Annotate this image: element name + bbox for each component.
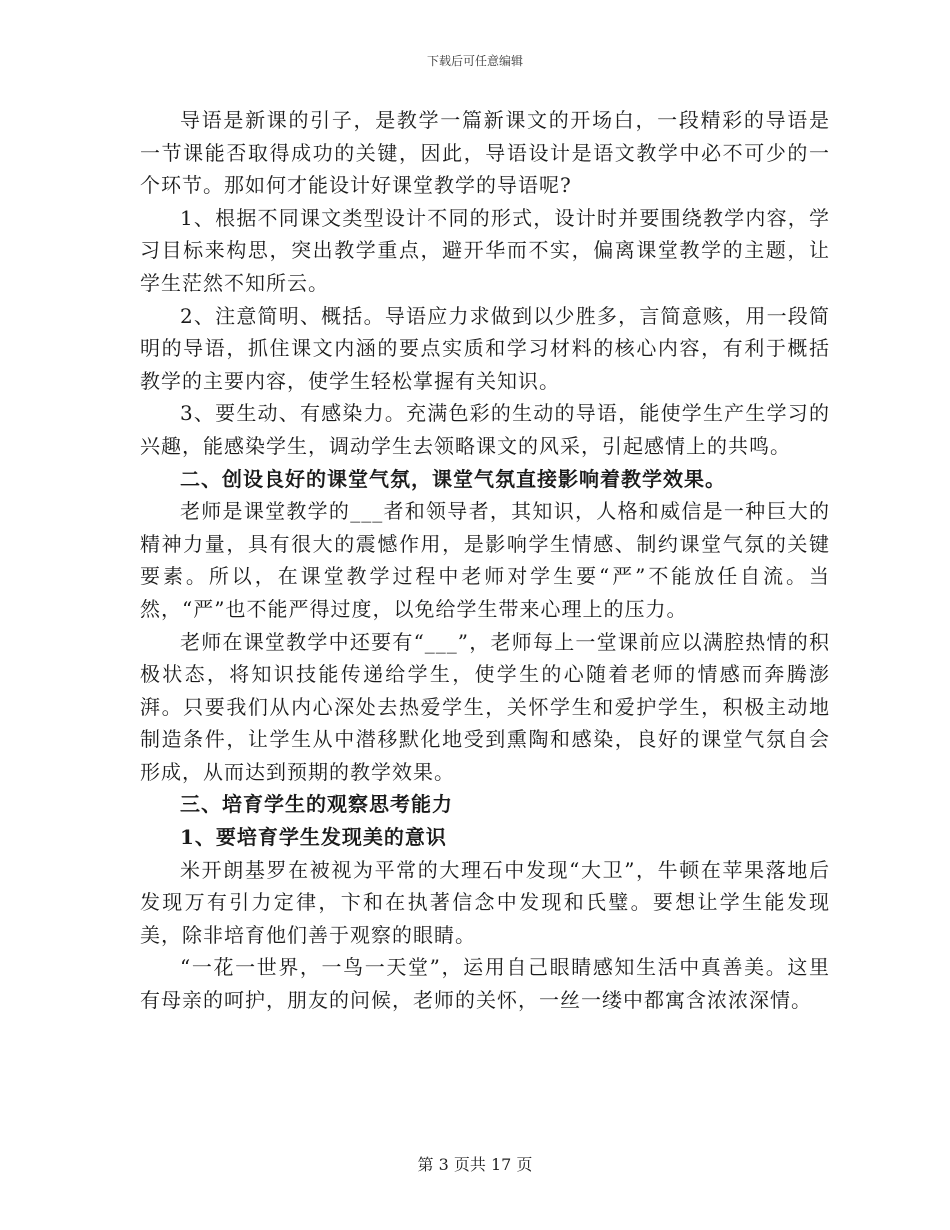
subsection-heading-1: 1、要培育学生发现美的意识 (180, 825, 447, 850)
paragraph-intro: 导语是新课的引子，是教学一篇新课文的开场白，一段精彩的导语是一节课能否取得成功的关键，因此，导语设计是语文教学中必不可少的一个环节。那如何才能设计好课堂教学的导语呢? (140, 108, 830, 198)
page-header: 下载后可任意编辑 (426, 54, 523, 68)
page-number: 第 3 页共 17 页 (417, 1155, 533, 1174)
paragraph-one-flower: “一花一世界，一鸟一天堂”，运用自己眼睛感知生活中真善美。这里有母亲的呵护，朋友的问候，老师的关怀，一丝一缕中都寓含浓浓深情。 (140, 955, 830, 1013)
paragraph-point-3: 3、要生动、有感染力。充满色彩的生动的导语，能使学生产生学习的兴趣，能感染学生，调动学生去领略课文的风采，引起感情上的共鸣。 (140, 401, 830, 458)
paragraph-teacher-passion: 老师在课堂教学中还要有“___”，老师每上一堂课前应以满腔热情的积极状态，将知识技能传递给学生，使学生的心随着老师的情感而奔腾澎湃。只要我们从内心深处去热爱学生，关怀学生和爱护学生，积极主动地制造条件，让学生从中潜移默化地受到熏陶和感染，良好的课堂气氛自会形成，从而达到预期的教学效果。 (140, 629, 830, 784)
paragraph-point-1: 1、根据不同课文类型设计不同的形式，设计时并要围绕教学内容，学习目标来构思，突出教学重点，避开华而不实，偏离课堂教学的主题，让学生茫然不知所云。 (140, 205, 830, 295)
section-heading-2: 二、创设良好的课堂气氛，课堂气氛直接影响着教学效果。 (180, 466, 726, 491)
paragraph-teacher-role: 老师是课堂教学的___者和领导者，其知识，人格和威信是一种巨大的精神力量，具有很大的震憾作用，是影响学生情感、制约课堂气氛的关键要素。所以，在课堂教学过程中老师对学生要“严”不能放任自流。当然，“严”也不能严得过度，以免给学生带来心理上的压力。 (140, 499, 830, 621)
document-body (140, 104, 830, 1017)
paragraph-discover-beauty: 米开朗基罗在被视为平常的大理石中发现“大卫”，牛顿在苹果落地后发现万有引力定律，卞和在执著信念中发现和氏璧。要想让学生能发现美，除非培育他们善于观察的眼睛。 (140, 857, 830, 947)
paragraph-point-2: 2、注意简明、概括。导语应力求做到以少胜多，言简意赅，用一段简明的导语，抓住课文内涵的要点实质和学习材料的核心内容，有利于概括教学的主要内容，使学生轻松掌握有关知识。 (140, 303, 830, 393)
section-heading-3: 三、培育学生的观察思考能力 (180, 792, 453, 817)
